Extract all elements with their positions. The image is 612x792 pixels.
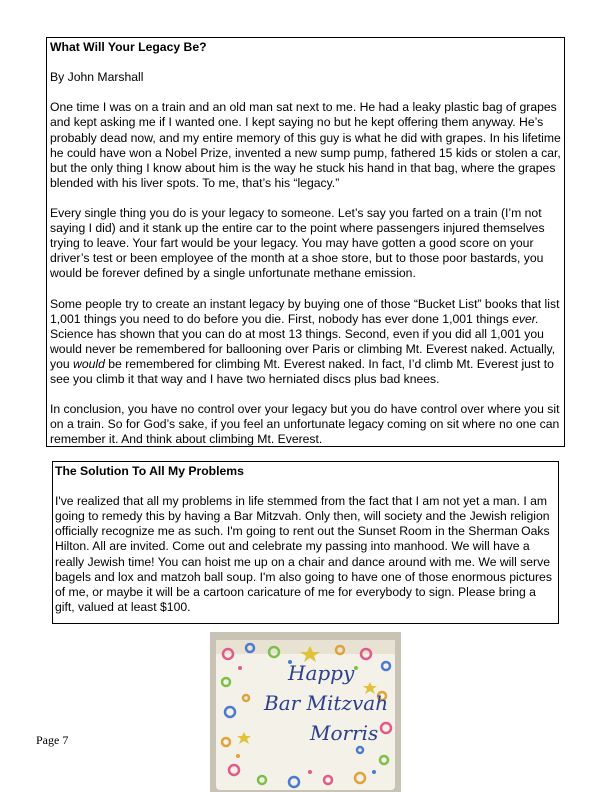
solution-body: I've realized that all my problems in life stemmed from the fact that I am not yet a man. I am going to remedy this by having a Bar Mitzvah. Only then, will society and the Jewish religion officially recognize me as such. I'm going to rent out the Sunset Room in the Sherman Oaks Hilton. All are invited. Come out and celebrate my passing into manhood. We will have a really Jewish time! You can hoist me up on a chair and dance around with me. We will serve bagels and lox and matzoh ball soup. I'm also going to have one of those enormous pictures of me, or maybe it will be a cartoon caricature of me for everybody to sign. Please bring a gift, valued at least $100. <box>55 494 552 614</box>
solution-title: The Solution To All My Problems <box>55 464 244 478</box>
legacy-p3-part-a: Some people try to create an instant legacy by buying one of those “Bucket List” books that list 1,001 things you need to do before you die. First, nobody has ever done 1,001 things <box>50 296 560 326</box>
legacy-paragraph-1: One time I was on a train and an old man sat next to me. He had a leaky plastic bag of grapes and kept asking me if I wanted one. I kept saying no but he kept offering them anyway. He’s probably dead now, and my entire memory of this guy is what he did with grapes. In his lifetime he could have won a Nobel Prize, invented a new sump pump, fathered 15 kids or stolen a car, but the only thing I know about him is the way he stuck his hand in that bag, where the grapes blended with his liver spots. To me, that’s his “legacy.” <box>50 100 561 190</box>
cake-text-bar-mitzvah: Bar Mitzvah <box>264 691 389 715</box>
legacy-p3-part-b: Science has shown that you can do at most 13 things. Second, even if you did all 1,001 you would never be remembered for ballooning over Paris or climbing Mt. Everest naked. Actually, you <box>50 326 556 371</box>
cake-text-happy: Happy <box>288 661 355 685</box>
legacy-p3-part-c: be remembered for climbing Mt. Everest naked. In fact, I’d climb Mt. Everest just to see you climb it that way and I have two herniated discs plus bad knees. <box>50 356 554 387</box>
legacy-byline: By John Marshall <box>50 70 144 85</box>
solution-article <box>52 461 559 624</box>
legacy-p3-emphasis-ever: ever. <box>512 311 539 326</box>
legacy-paragraph-4: In conclusion, you have no control over your legacy but you do have control over where you sit on a train. So for God’s sake, if you feel an unfortunate legacy coming on sit where no one can remember it. And think about climbing Mt. Everest. <box>50 402 560 447</box>
legacy-paragraph-3 <box>50 297 561 388</box>
legacy-paragraph-2: Every single thing you do is your legacy to someone. Let’s say you farted on a train (I’m not saying I did) and it stank up the entire car to the point where passengers injured themselves trying to leave. Your fart would be your legacy. You may have gotten a good score on your driver’s test or been employee of the month at a shoe store, but to those poor bastards, you would be forever defined by a single unfortunate methane emission. <box>50 206 545 281</box>
cake-top-border <box>216 640 395 654</box>
page-number: Page 7 <box>36 733 69 747</box>
cake-photo <box>210 632 401 792</box>
cake-illustration <box>210 632 401 792</box>
legacy-title: What Will Your Legacy Be? <box>50 40 207 54</box>
cake-text-morris: Morris <box>310 721 379 745</box>
legacy-article <box>46 37 565 447</box>
legacy-p3-emphasis-would: would <box>73 356 105 371</box>
